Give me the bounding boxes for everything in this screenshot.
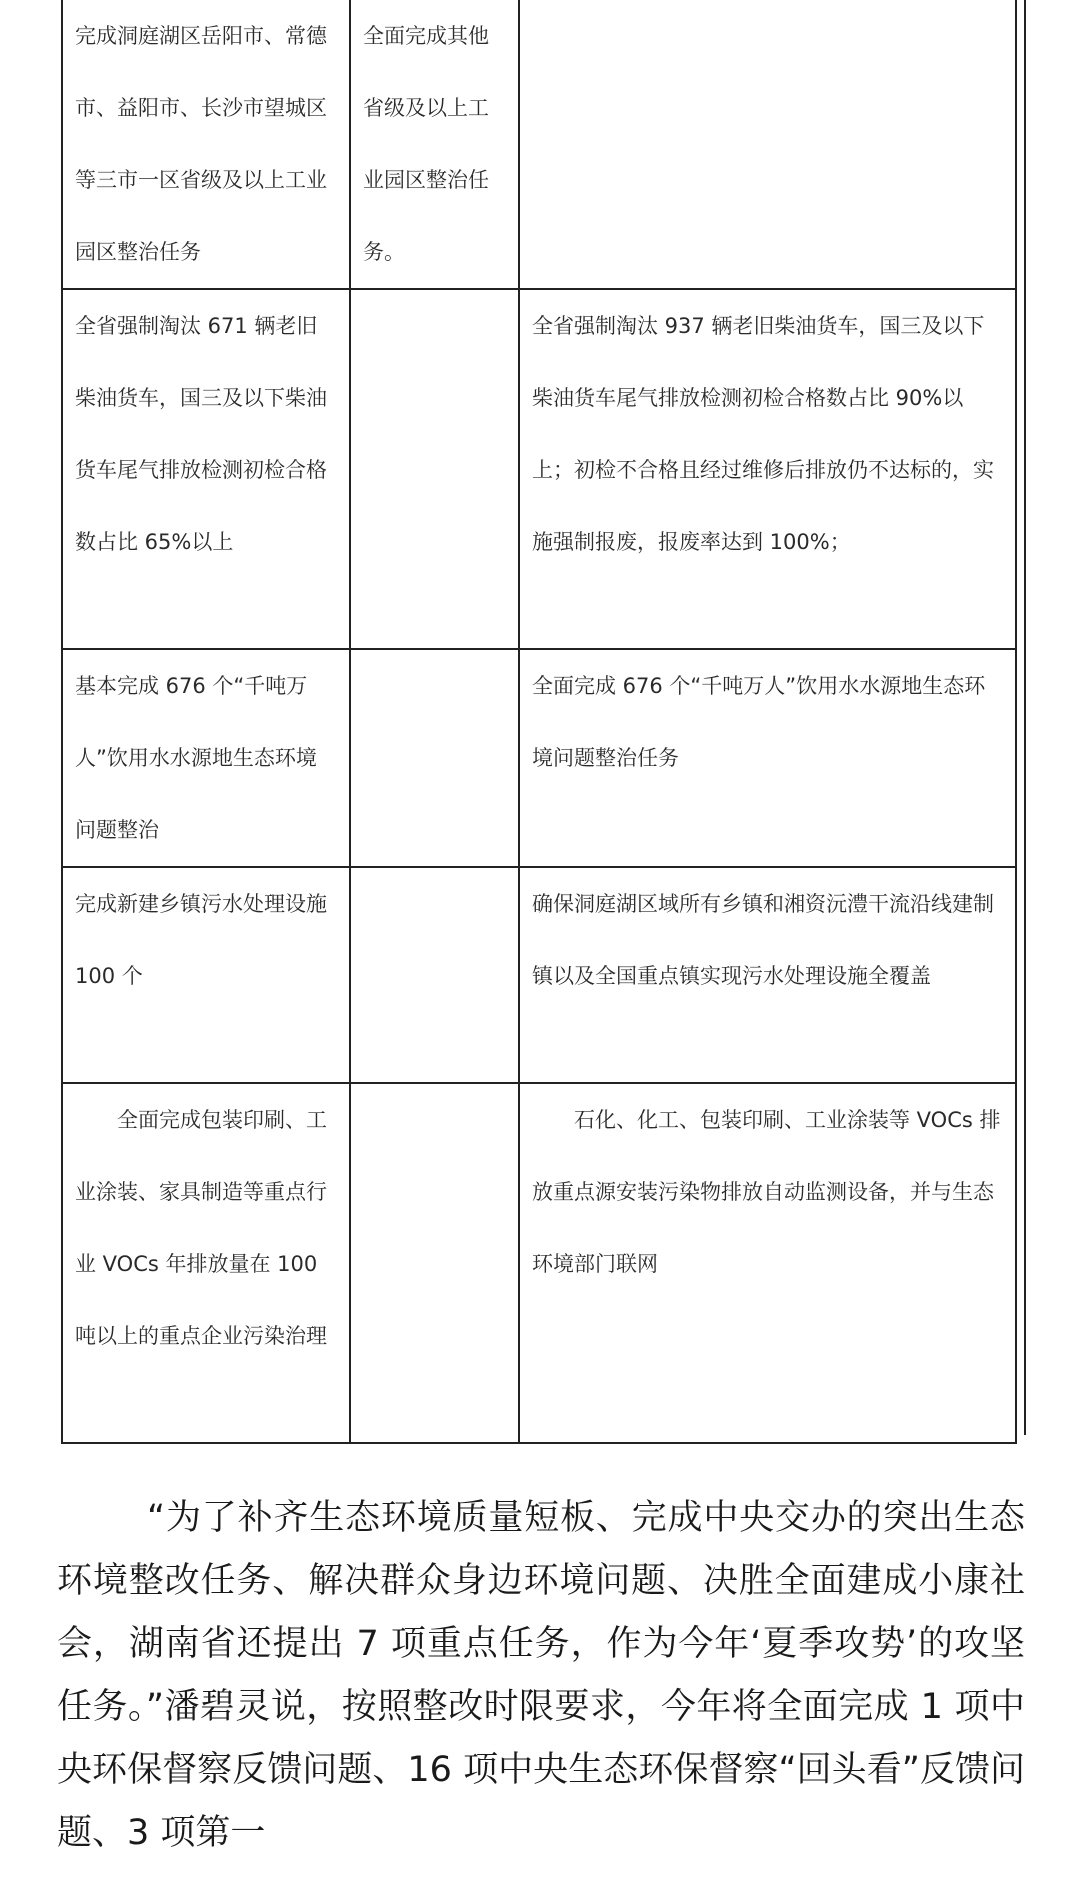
- targets-table: [61, 0, 1017, 1444]
- table-cell: [519, 0, 1016, 289]
- table-row: [62, 289, 1016, 649]
- table-cell: 全面完成其他省级及以上工业园区整治任务。: [350, 0, 519, 289]
- table-cell: 完成新建乡镇污水处理设施 100 个: [62, 867, 350, 1083]
- table-cell: 基本完成 676 个“千吨万人”饮用水水源地生态环境问题整治: [62, 649, 350, 867]
- table-row: [62, 1083, 1016, 1443]
- table-cell: 确保洞庭湖区域所有乡镇和湘资沅澧干流沿线建制镇以及全国重点镇实现污水处理设施全覆盖: [519, 867, 1016, 1083]
- table-cell: 石化、化工、包装印刷、工业涂装等 VOCs 排放重点源安装污染物排放自动监测设备，并与生态环境部门联网: [519, 1083, 1016, 1443]
- table-cell: [350, 649, 519, 867]
- table-cell: 全面完成 676 个“千吨万人”饮用水水源地生态环境问题整治任务: [519, 649, 1016, 867]
- table-row: [62, 0, 1016, 289]
- article-paragraph: “为了补齐生态环境质量短板、完成中央交办的突出生态环境整改任务、解决群众身边环境问题、决胜全面建成小康社会，湖南省还提出 7 项重点任务，作为今年‘夏季攻势’的攻坚任务。”潘碧灵说，按照整改时限要求，今年将全面完成 1 项中央环保督察反馈问题、16 项中央生态环保督察“回头看”反馈问题、3 项第一: [57, 1498, 1025, 1853]
- table-cell: [350, 289, 519, 649]
- table-cell: [350, 1083, 519, 1443]
- table-row: [62, 867, 1016, 1083]
- targets-table-container: [61, 0, 1015, 1444]
- table-cell: [350, 867, 519, 1083]
- table-cell: 全省强制淘汰 937 辆老旧柴油货车，国三及以下柴油货车尾气排放检测初检合格数占比 90%以上；初检不合格且经过维修后排放仍不达标的，实施强制报废，报废率达到 100%；: [519, 289, 1016, 649]
- table-cell: 完成洞庭湖区岳阳市、常德市、益阳市、长沙市望城区等三市一区省级及以上工业园区整治任务: [62, 0, 350, 289]
- page-edge-rule: [1024, 0, 1026, 1435]
- table-row: [62, 649, 1016, 867]
- table-cell: 全省强制淘汰 671 辆老旧柴油货车，国三及以下柴油货车尾气排放检测初检合格数占比 65%以上: [62, 289, 350, 649]
- table-cell: 全面完成包装印刷、工业涂装、家具制造等重点行业 VOCs 年排放量在 100 吨以上的重点企业污染治理: [62, 1083, 350, 1443]
